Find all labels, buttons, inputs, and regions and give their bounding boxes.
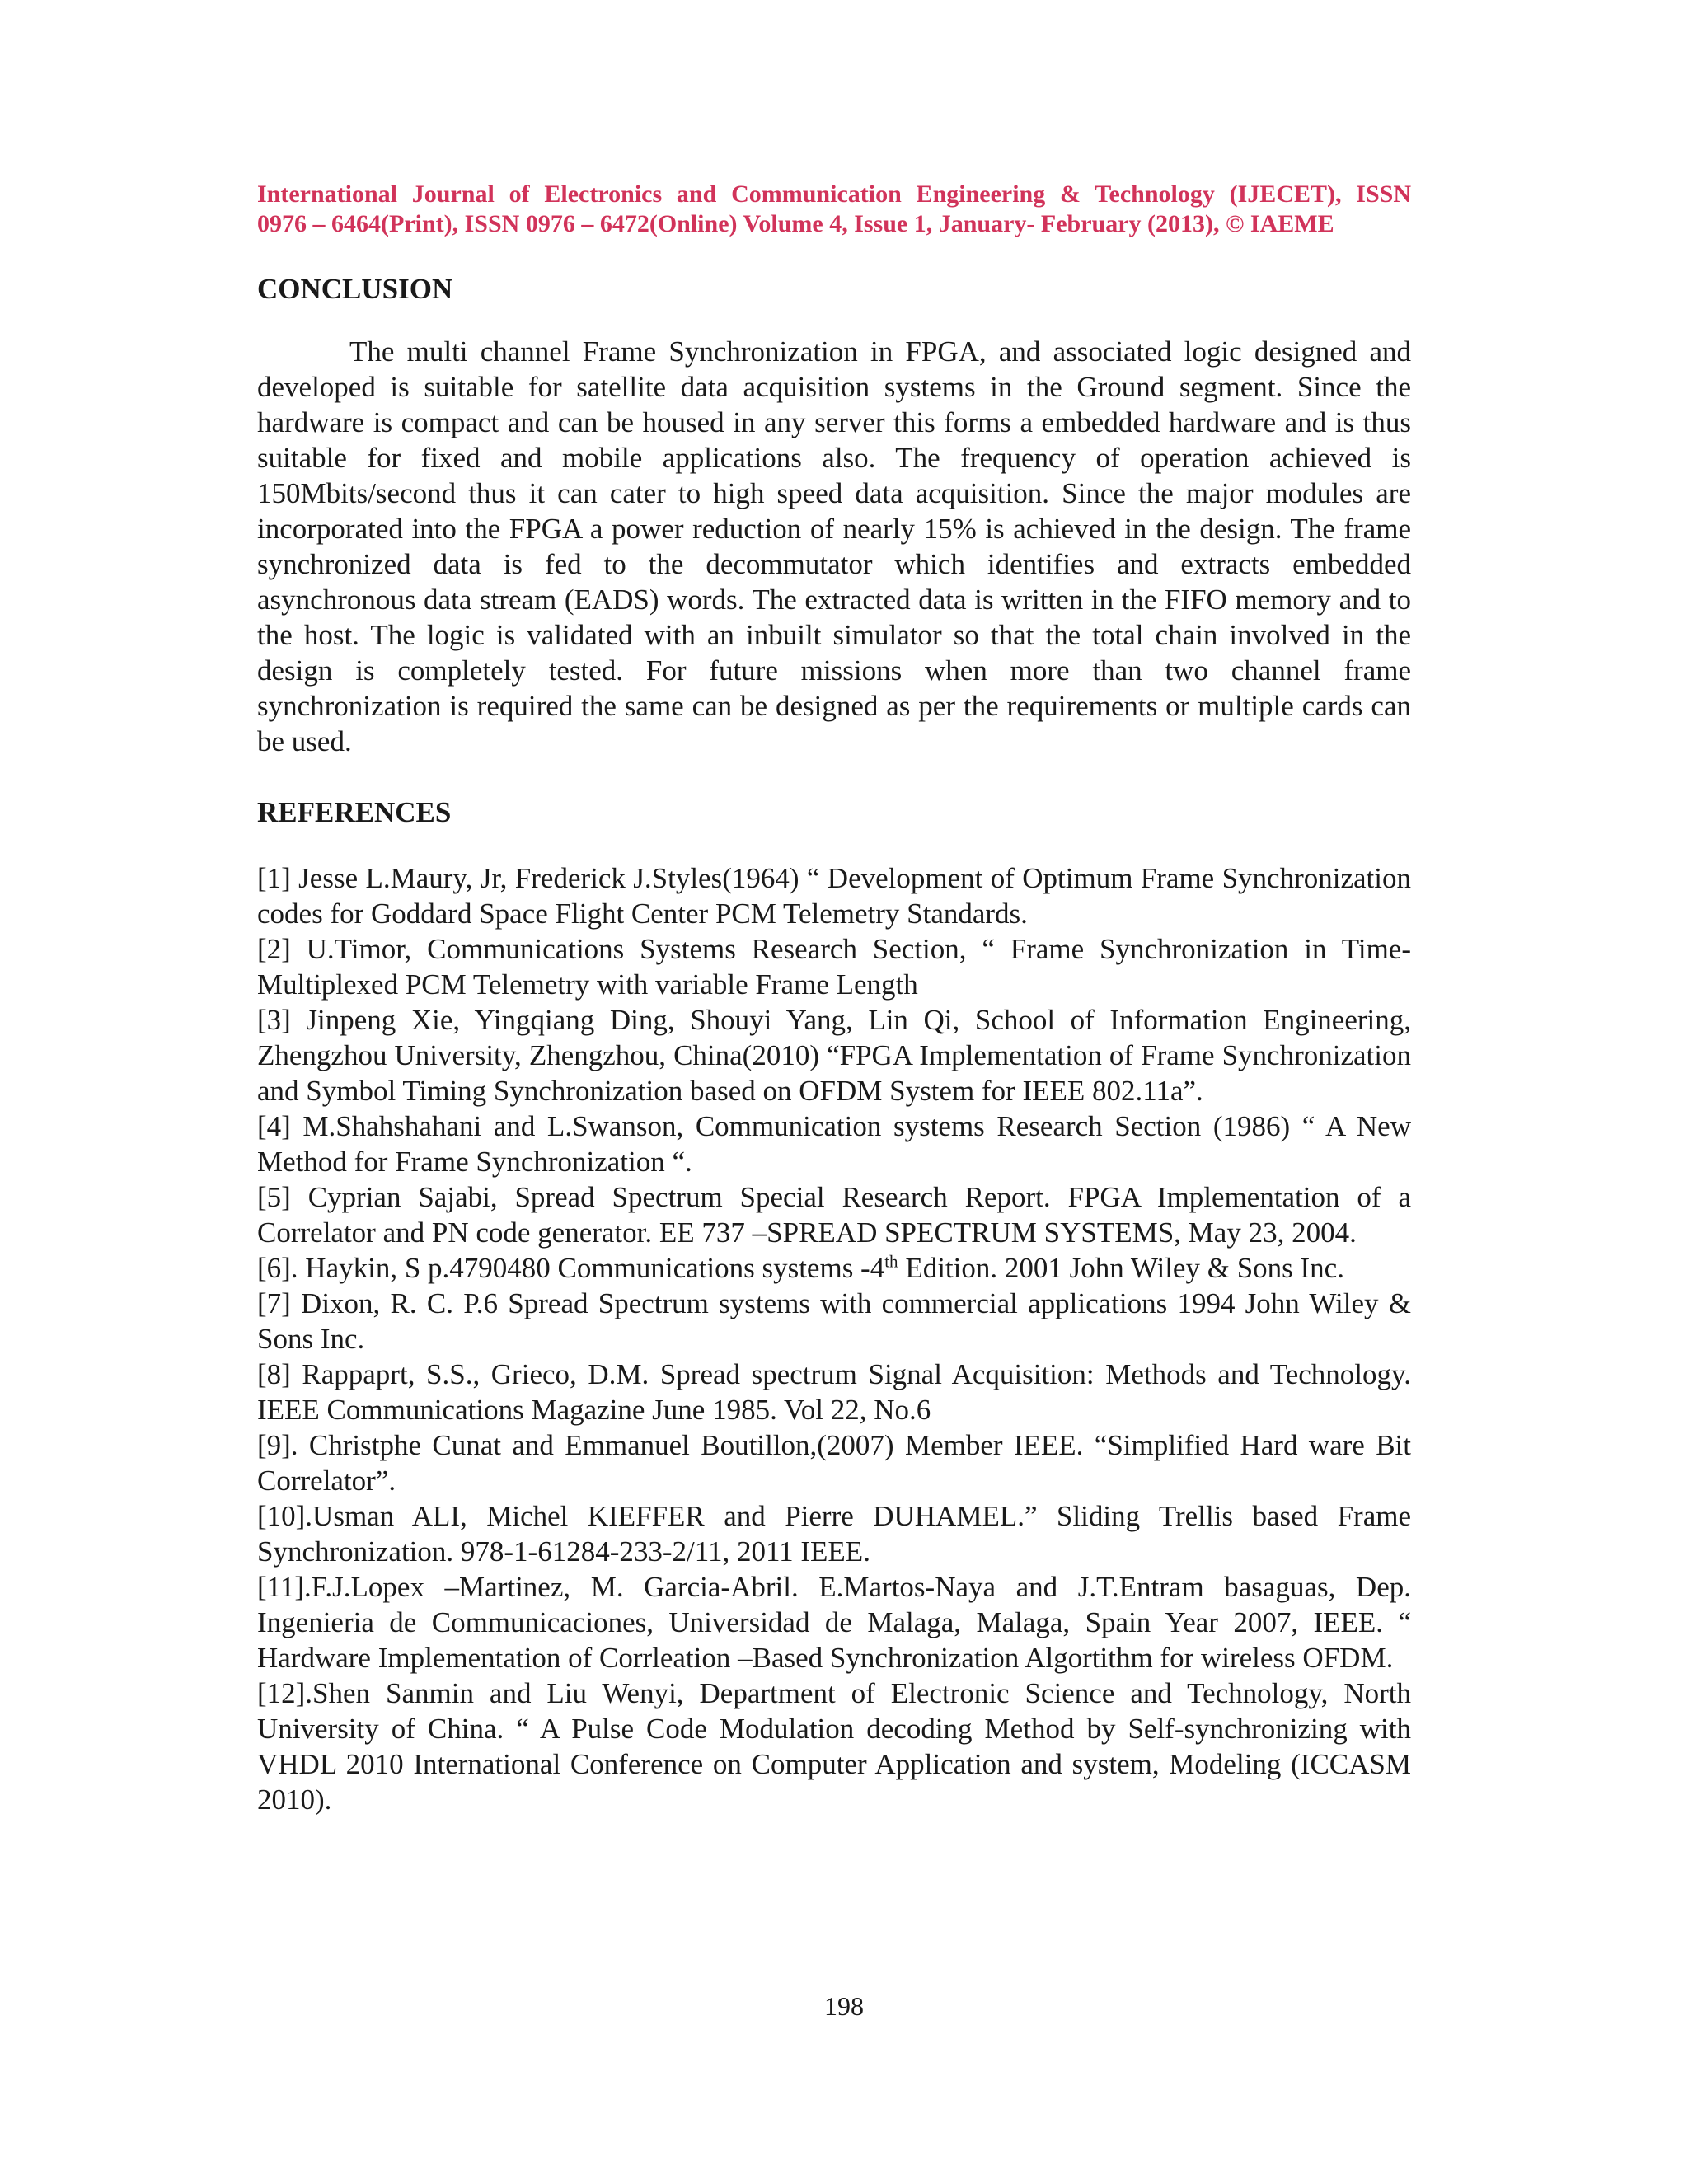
- reference-item: [9]. Christphe Cunat and Emmanuel Boutillon,(2007) Member IEEE. “Simplified Hard ware Bit Correlator”.: [257, 1429, 1411, 1497]
- reference-text: [6]. Haykin, S p.4790480 Communications systems -4: [257, 1252, 885, 1284]
- reference-text: Edition. 2001 John Wiley & Sons Inc.: [898, 1252, 1344, 1284]
- conclusion-heading: CONCLUSION: [257, 273, 453, 305]
- reference-list: [257, 860, 1411, 1817]
- reference-item: [5] Cyprian Sajabi, Spread Spectrum Special Research Report. FPGA Implementation of a Correlator and PN code generator. EE 737 –SPREAD SPECTRUM SYSTEMS, May 23, 2004.: [257, 1181, 1411, 1249]
- reference-item: [3] Jinpeng Xie, Yingqiang Ding, Shouyi Yang, Lin Qi, School of Information Engineering, Zhengzhou University, Zhengzhou, China(2010) “FPGA Implementation of Frame Synchronization and Symbol Timing Synchronization based on OFDM System for IEEE 802.11a”.: [257, 1004, 1411, 1107]
- reference-item: [7] Dixon, R. C. P.6 Spread Spectrum systems with commercial applications 1994 John Wiley & Sons Inc.: [257, 1287, 1411, 1355]
- journal-header-line-2: 0976 – 6464(Print), ISSN 0976 – 6472(Online) Volume 4, Issue 1, January- February (2013), © IAEME: [257, 210, 1334, 237]
- reference-item: [2] U.Timor, Communications Systems Research Section, “ Frame Synchronization in Time-Multiplexed PCM Telemetry with variable Frame Length: [257, 933, 1411, 1001]
- reference-item: [10].Usman ALI, Michel KIEFFER and Pierre DUHAMEL.” Sliding Trellis based Frame Synchronization. 978-1-61284-233-2/11, 2011 IEEE.: [257, 1500, 1411, 1568]
- reference-item: [4] M.Shahshahani and L.Swanson, Communication systems Research Section (1986) “ A New Method for Frame Synchronization “.: [257, 1110, 1411, 1178]
- reference-item: [257, 1250, 1411, 1286]
- reference-item: [8] Rappaprt, S.S., Grieco, D.M. Spread spectrum Signal Acquisition: Methods and Technology. IEEE Communications Magazine June 1985. Vol 22, No.6: [257, 1358, 1411, 1426]
- page-content: [257, 180, 1411, 1817]
- reference-item: [11].F.J.Lopex –Martinez, M. Garcia-Abril. E.Martos-Naya and J.T.Entram basaguas, Dep. Ingenieria de Communicaciones, Universidad de Malaga, Malaga, Spain Year 2007, IEEE. “ Hardware Implementation of Corrleation –Based Synchronization Algortithm for wireless OFDM.: [257, 1571, 1411, 1674]
- journal-header: [257, 180, 1411, 239]
- journal-header-line-1: International Journal of Electronics and Communication Engineering & Technology (IJECET), ISSN: [257, 180, 1411, 208]
- references-heading: REFERENCES: [257, 796, 452, 828]
- reference-item: [12].Shen Sanmin and Liu Wenyi, Department of Electronic Science and Technology, North University of China. “ A Pulse Code Modulation decoding Method by Self-synchronizing with VHDL 2010 International Conference on Computer Application and system, Modeling (ICCASM 2010).: [257, 1677, 1411, 1816]
- reference-item: [1] Jesse L.Maury, Jr, Frederick J.Styles(1964) “ Development of Optimum Frame Synchronization codes for Goddard Space Flight Center PCM Telemetry Standards.: [257, 862, 1411, 930]
- page-number: 198: [824, 1991, 864, 2021]
- conclusion-paragraph: The multi channel Frame Synchronization in FPGA, and associated logic designed and developed is suitable for satellite data acquisition systems in the Ground segment. Since the hardware is compact and can be housed in any server this forms a embedded hardware and is thus suitable for fixed and mobile applications also. The frequency of operation achieved is 150Mbits/second thus it can cater to high speed data acquisition. Since the major modules are incorporated into the FPGA a power reduction of nearly 15% is achieved in the design. The frame synchronized data is fed to the decommutator which identifies and extracts embedded asynchronous data stream (EADS) words. The extracted data is written in the FIFO memory and to the host. The logic is validated with an inbuilt simulator so that the total chain involved in the design is completely tested. For future missions when more than two channel frame synchronization is required the same can be designed as per the requirements or multiple cards can be used.: [257, 335, 1411, 757]
- superscript: th: [884, 1251, 898, 1272]
